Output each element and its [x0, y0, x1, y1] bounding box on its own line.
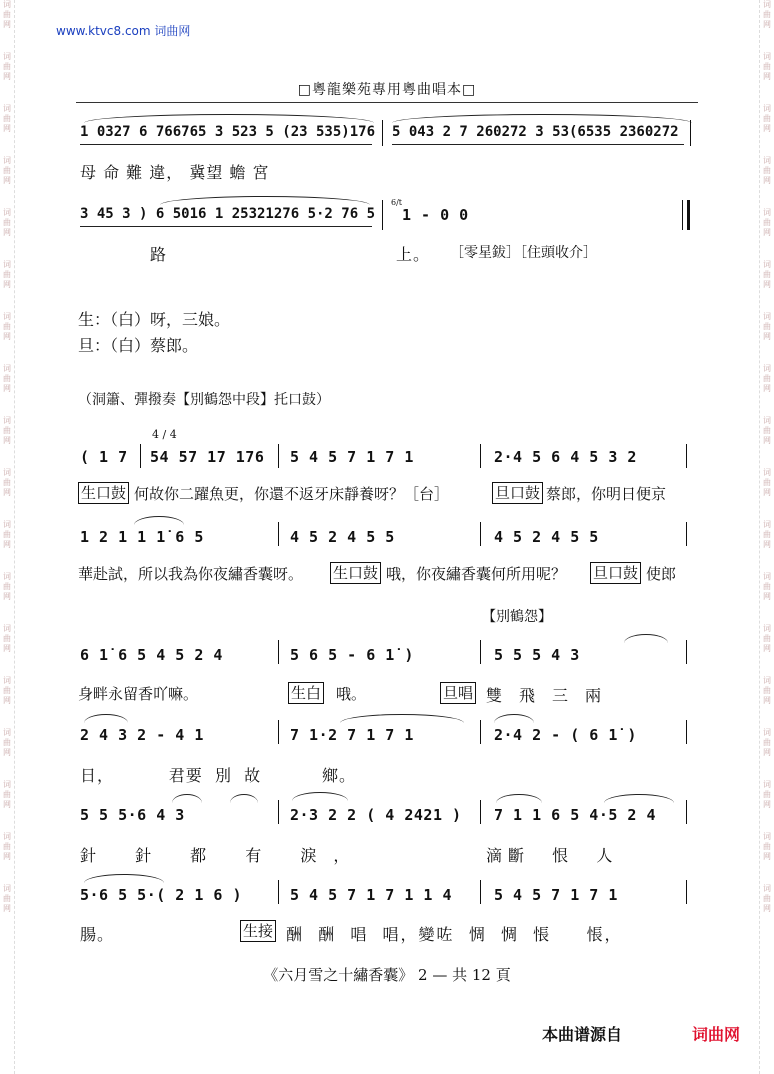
slur: [604, 794, 674, 803]
barline: [140, 444, 141, 468]
role-tag-box: 旦唱: [440, 682, 476, 704]
watermark-text: 词曲网: [3, 312, 11, 341]
lyrics-line: 母 命 難 違， 冀望 蟾 宮: [80, 163, 270, 182]
watermark-text: 词曲网: [3, 468, 11, 497]
watermark-text: 词曲网: [763, 364, 771, 393]
slur: [496, 794, 542, 803]
slur: [160, 196, 370, 205]
notation-measure: 5·6 5 5·( 2 1 6 ): [80, 886, 243, 904]
barline: [686, 800, 687, 824]
right-watermark-strip: [759, 0, 774, 1074]
watermark-text: 词曲网: [763, 52, 771, 81]
role-tag-box: 生口鼓: [78, 482, 129, 504]
tune-label: 【別鶴怨】: [482, 609, 552, 625]
watermark-text: 词曲网: [763, 0, 771, 29]
barline: [278, 640, 279, 664]
grace-note-mark: 6/t: [391, 198, 402, 207]
role-tag-box: 生白: [288, 682, 324, 704]
spoken-text: 使郎: [646, 565, 677, 583]
watermark-text: 词曲网: [763, 468, 771, 497]
sung-lyrics: 針 針 都 有 淚，: [80, 846, 367, 865]
watermark-text: 词曲网: [3, 156, 11, 185]
spoken-text: 蔡郎，你明日便京: [546, 485, 667, 503]
notation-measure: 5 5 5·6 4 3: [80, 806, 185, 824]
beam-line: [80, 226, 372, 227]
watermark-text: 词曲网: [763, 260, 771, 289]
watermark-text: 词曲网: [763, 312, 771, 341]
slur: [84, 714, 128, 723]
notation-measure: 5 043 2 7 260272 3 53(6535 2360272: [392, 124, 679, 140]
barline: [480, 720, 481, 744]
site-logo-text[interactable]: 词曲网: [692, 1025, 741, 1044]
watermark-text: 词曲网: [3, 832, 11, 861]
notation-measure: 7 1 1 6 5 4·5 2 4: [494, 806, 657, 824]
site-url[interactable]: www.ktvc8.com 词曲网: [56, 24, 191, 38]
slur: [172, 794, 202, 803]
barline: [686, 640, 687, 664]
source-credit: 本曲谱源自: [542, 1025, 623, 1044]
role-tag-box: 生接: [240, 920, 276, 942]
dialogue-line: 旦：（白）蔡郎。: [78, 336, 199, 355]
book-title: □粵龍樂苑專用粵曲唱本□: [297, 82, 477, 98]
watermark-text: 词曲网: [763, 676, 771, 705]
notation-measure: 6 1̇ 6 5 4 5 2 4: [80, 646, 223, 664]
spoken-text: 身畔永留香吖嘛。: [78, 685, 199, 703]
notation-measure: ( 1 7: [80, 448, 128, 466]
left-watermark-strip: [0, 0, 15, 1074]
barline: [686, 720, 687, 744]
sung-lyrics: 日， 君要 別 故 鄉。: [80, 766, 356, 785]
watermark-text: 词曲网: [3, 416, 11, 445]
sung-lyrics: 滴斷 恨 人: [486, 846, 619, 865]
notation-measure: 5 4 5 7 1 7 1 1 4: [290, 886, 453, 904]
watermark-text: 词曲网: [763, 624, 771, 653]
slur: [340, 714, 464, 723]
notation-measure: 1 - 0 0: [402, 206, 469, 224]
watermark-text: 词曲网: [3, 208, 11, 237]
watermark-text: 词曲网: [763, 832, 771, 861]
slur: [392, 114, 692, 123]
notation-measure: 5 5 5 4 3: [494, 646, 580, 664]
role-tag-box: 旦口鼓: [590, 562, 641, 584]
beam-line: [80, 144, 372, 145]
barline: [278, 800, 279, 824]
notation-measure: 4 5 2 4 5 5: [494, 528, 599, 546]
final-barline: [687, 200, 690, 230]
notation-measure: 2·4 2 - ( 6 1̇ ): [494, 726, 637, 744]
spoken-text: 哦，你夜繡香囊何所用呢？: [386, 565, 567, 583]
watermark-text: 词曲网: [763, 728, 771, 757]
barline: [382, 200, 383, 230]
time-signature: 4 / 4: [152, 428, 177, 441]
watermark-text: 词曲网: [3, 260, 11, 289]
watermark-text: 词曲网: [763, 208, 771, 237]
slur: [624, 634, 668, 643]
instrumental-note: （洞簫、彈撥奏【別鶴怨中段】托口鼓）: [78, 392, 330, 408]
barline: [690, 120, 691, 146]
role-tag-box: 生口鼓: [330, 562, 381, 584]
watermark-text: 词曲网: [763, 884, 771, 913]
barline: [686, 522, 687, 546]
watermark-text: 词曲网: [763, 520, 771, 549]
notation-measure: 54 57 17 176: [150, 448, 265, 466]
barline: [278, 444, 279, 468]
slur: [230, 794, 258, 803]
role-tag-box: 旦口鼓: [492, 482, 543, 504]
watermark-text: 词曲网: [763, 572, 771, 601]
watermark-text: 词曲网: [3, 364, 11, 393]
lyric: 上。: [396, 245, 431, 264]
slur: [494, 714, 534, 723]
dialogue-line: 生：（白）呀，三娘。: [78, 310, 231, 329]
watermark-text: 词曲网: [3, 728, 11, 757]
barline: [480, 522, 481, 546]
slur: [292, 792, 348, 801]
spoken-text: 何故你二躍魚更，你還不返牙床靜養呀？［台］: [134, 485, 450, 503]
stage-direction: ［零星鈸］［住頭收介］: [450, 245, 597, 261]
lyric: 路: [150, 245, 168, 264]
watermark-text: 词曲网: [3, 884, 11, 913]
barline: [480, 880, 481, 904]
barline: [480, 800, 481, 824]
barline: [480, 640, 481, 664]
watermark-text: 词曲网: [3, 676, 11, 705]
notation-measure: 2 4 3 2 - 4 1: [80, 726, 204, 744]
spoken-text: 哦。: [336, 685, 367, 703]
final-barline: [682, 200, 683, 230]
notation-measure: 1 0327 6 766765 3 523 5 (23 535)176: [80, 124, 376, 140]
notation-measure: 3 45 3 ) 6 5016 1 25321276 5·2 76 5: [80, 206, 376, 222]
watermark-text: 词曲网: [3, 52, 11, 81]
barline: [278, 720, 279, 744]
notation-measure: 1 2 1 1 1̇ 6 5: [80, 528, 204, 546]
notation-measure: 4 5 2 4 5 5: [290, 528, 395, 546]
barline: [686, 880, 687, 904]
sung-lyrics: 腸。: [80, 925, 115, 944]
notation-measure: 5 6 5 - 6 1̇ ): [290, 646, 414, 664]
barline: [686, 444, 687, 468]
watermark-text: 词曲网: [3, 0, 11, 29]
watermark-text: 词曲网: [3, 104, 11, 133]
watermark-text: 词曲网: [763, 416, 771, 445]
watermark-text: 词曲网: [3, 520, 11, 549]
barline: [278, 522, 279, 546]
notation-measure: 7 1·2 7 1 7 1: [290, 726, 414, 744]
page-footer: 《六月雪之十繡香囊》 2 — 共 12 頁: [263, 966, 511, 984]
slur: [84, 114, 374, 123]
header-rule: [76, 102, 698, 103]
watermark-text: 词曲网: [763, 156, 771, 185]
notation-measure: 5 4 5 7 1 7 1: [494, 886, 618, 904]
slur: [84, 874, 164, 883]
watermark-text: 词曲网: [3, 780, 11, 809]
spoken-text: 華赴試，所以我為你夜繡香囊呀。: [78, 565, 304, 583]
watermark-text: 词曲网: [763, 780, 771, 809]
notation-measure: 2·3 2 2 ( 4 2421 ): [290, 806, 462, 824]
watermark-text: 词曲网: [3, 572, 11, 601]
barline: [382, 120, 383, 146]
beam-line: [392, 144, 684, 145]
notation-measure: 2·4 5 6 4 5 3 2: [494, 448, 637, 466]
barline: [278, 880, 279, 904]
sung-lyrics: 酬 酬 唱 唱，變咗 惆 惆 悵 悵，: [286, 925, 623, 944]
watermark-text: 词曲网: [3, 624, 11, 653]
barline: [480, 444, 481, 468]
notation-measure: 5 4 5 7 1 7 1: [290, 448, 414, 466]
slur: [134, 516, 184, 525]
sung-lyrics: 雙飛三兩: [486, 686, 619, 705]
watermark-text: 词曲网: [763, 104, 771, 133]
